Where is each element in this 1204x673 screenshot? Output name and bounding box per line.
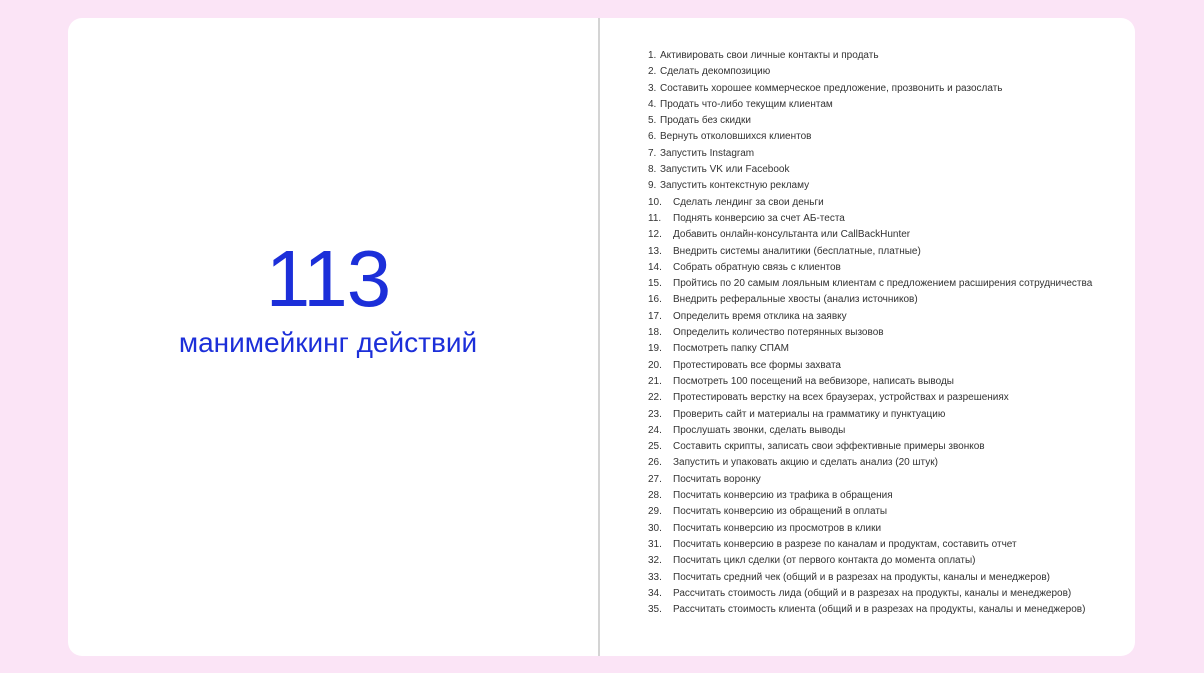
list-item-text: Протестировать верстку на всех браузерах, устройствах и разрешениях <box>673 392 1009 404</box>
list-item-number: 20. <box>648 359 662 371</box>
list-item-number: 12. <box>648 229 662 241</box>
list-item-text: Посчитать конверсию из просмотров в клики <box>673 522 882 534</box>
list-item-text: Проверить сайт и материалы на грамматику и пунктуацию <box>673 408 946 420</box>
list-item-text: Добавить онлайн-консультанта или CallBackHunter <box>673 229 911 241</box>
list-item-text: Рассчитать стоимость клиента (общий и в разрезах на продукты, каналы и менеджеров) <box>673 604 1086 616</box>
list-item-number: 14. <box>648 261 662 273</box>
list-item <box>648 341 1092 357</box>
list-item-text: Активировать свои личные контакты и продать <box>660 50 879 61</box>
list-item-number: 10. <box>648 196 662 208</box>
list-item <box>648 439 1092 455</box>
list-item-text: Составить скрипты, записать свои эффективные примеры звонков <box>673 441 985 453</box>
list-item <box>648 537 1092 553</box>
list-item <box>648 521 1092 537</box>
list-item-text: Запустить и упаковать акцию и сделать анализ (20 штук) <box>673 457 938 469</box>
list-item-text: Посчитать конверсию из трафика в обращения <box>673 490 893 502</box>
list-item <box>648 97 1092 113</box>
list-item-number: 28. <box>648 490 662 502</box>
hero-number: 113 <box>265 234 391 323</box>
list-item <box>648 309 1092 325</box>
list-item-number: 16. <box>648 294 662 306</box>
list-item <box>648 407 1092 423</box>
list-item-number: 1. <box>648 50 657 61</box>
column-divider <box>598 18 600 656</box>
list-item-text: Запустить VK или Facebook <box>660 164 790 176</box>
list-item-text: Продать без скидки <box>660 115 751 127</box>
list-item <box>648 211 1092 227</box>
list-item-text: Собрать обратную связь с клиентов <box>673 261 841 273</box>
list-item <box>648 390 1092 406</box>
list-item <box>648 325 1092 341</box>
list-item-number: 18. <box>648 327 662 339</box>
list-item-text: Продать что-либо текущим клиентам <box>660 98 833 110</box>
list-item-text: Посчитать средний чек (общий и в разрезах на продукты, каналы и менеджеров) <box>673 571 1051 583</box>
list-item-text: Внедрить реферальные хвосты (анализ источников) <box>673 294 918 306</box>
list-item-number: 23. <box>648 408 662 420</box>
list-item-text: Составить хорошее коммерческое предложение, прозвонить и разослать <box>660 82 1003 94</box>
list-item-number: 21. <box>648 375 662 387</box>
list-item-number: 27. <box>648 473 662 485</box>
list-item-text: Пройтись по 20 самым лояльным клиентам с предложением расширения сотрудничества <box>673 278 1093 290</box>
list-item-text: Определить время отклика на заявку <box>673 310 847 322</box>
list-item-text: Вернуть отколовшихся клиентов <box>660 131 812 143</box>
list-item <box>648 48 1092 64</box>
list-item-text: Посмотреть папку СПАМ <box>673 343 789 355</box>
list-item-number: 25. <box>648 441 662 453</box>
list-item-number: 17. <box>648 310 662 322</box>
list-item-text: Запустить контекстную рекламу <box>660 180 810 192</box>
list-item <box>648 227 1092 243</box>
list-item-text: Посчитать конверсию из обращений в оплаты <box>673 506 888 518</box>
list-item-text: Посмотреть 100 посещений на вебвизоре, написать выводы <box>673 375 954 387</box>
list-item-number: 8. <box>648 164 657 176</box>
list-item <box>648 602 1092 618</box>
list-item <box>648 146 1092 162</box>
list-item-number: 33. <box>648 571 662 583</box>
list-item-number: 4. <box>648 98 657 110</box>
list-item <box>648 244 1092 260</box>
list-item <box>648 472 1092 488</box>
list-item-number: 26. <box>648 457 662 469</box>
list-item <box>648 292 1092 308</box>
list-item <box>648 162 1092 178</box>
list-item-number: 7. <box>648 147 657 159</box>
list-item <box>648 129 1092 145</box>
list-item-number: 30. <box>648 522 662 534</box>
list-item-number: 2. <box>648 66 657 78</box>
list-item <box>648 260 1092 276</box>
list-item <box>648 423 1092 439</box>
hero-caption: манимейкинг действий <box>178 327 478 358</box>
list-item-number: 6. <box>648 131 657 143</box>
action-list <box>648 48 1092 618</box>
list-item-text: Протестировать все формы захвата <box>673 359 841 371</box>
list-item-text: Определить количество потерянных вызовов <box>673 327 884 339</box>
list-item <box>648 488 1092 504</box>
list-item <box>648 374 1092 390</box>
list-item <box>648 358 1092 374</box>
list-item <box>648 276 1092 292</box>
list-item-text: Прослушать звонки, сделать выводы <box>673 424 846 436</box>
list-item-number: 9. <box>648 180 657 192</box>
list-item <box>648 570 1092 586</box>
list-item <box>648 81 1092 97</box>
list-item-text: Посчитать цикл сделки (от первого контакта до момента оплаты) <box>673 555 976 567</box>
list-item-text: Посчитать воронку <box>673 473 761 485</box>
list-item-number: 19. <box>648 343 662 355</box>
list-item <box>648 64 1092 80</box>
list-item <box>648 455 1092 471</box>
list-item <box>648 504 1092 520</box>
list-item-number: 3. <box>648 82 657 94</box>
list-item-text: Сделать лендинг за свои деньги <box>673 196 824 208</box>
list-item <box>648 195 1092 211</box>
list-item-text: Рассчитать стоимость лида (общий и в разрезах на продукты, каналы и менеджеров) <box>673 587 1072 599</box>
list-item-number: 11. <box>648 212 662 224</box>
list-item <box>648 553 1092 569</box>
hero-block <box>68 236 588 360</box>
list-item-number: 5. <box>648 115 657 127</box>
list-item-text: Внедрить системы аналитики (бесплатные, платные) <box>673 245 921 257</box>
list-item-text: Посчитать конверсию в разрезе по каналам и продуктам, составить отчет <box>673 538 1017 550</box>
list-item-number: 22. <box>648 392 662 404</box>
list-item-number: 29. <box>648 506 662 518</box>
list-item <box>648 178 1092 194</box>
list-item-text: Запустить Instagram <box>660 147 755 159</box>
list-item-number: 35. <box>648 604 662 616</box>
list-item-number: 31. <box>648 538 662 550</box>
list-item-number: 34. <box>648 587 662 599</box>
list-item-number: 13. <box>648 245 662 257</box>
list-item-text: Сделать декомпозицию <box>660 66 771 78</box>
list-item-number: 15. <box>648 278 662 290</box>
list-item-number: 24. <box>648 424 662 436</box>
list-item-number: 32. <box>648 555 662 567</box>
list-item <box>648 113 1092 129</box>
list-item-text: Поднять конверсию за счет АБ-теста <box>673 212 845 224</box>
list-item <box>648 586 1092 602</box>
